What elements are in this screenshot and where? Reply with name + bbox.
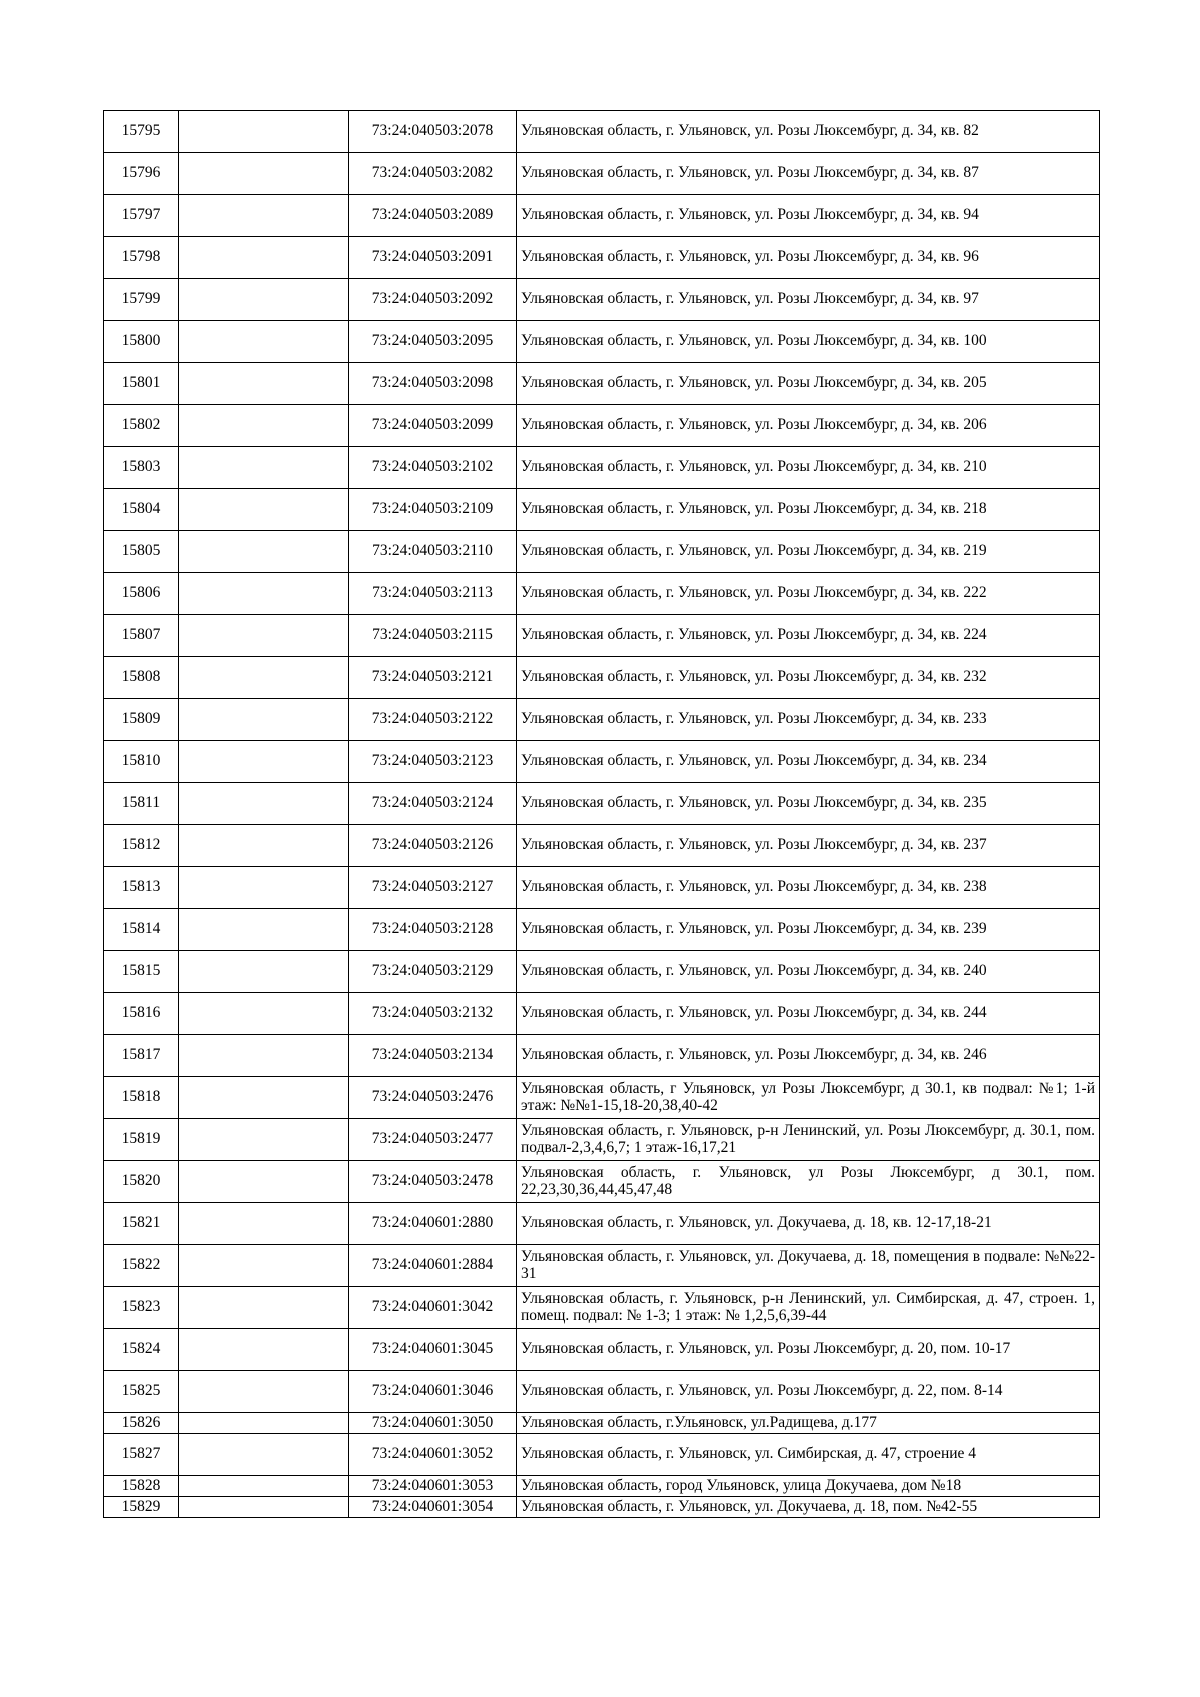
registry-body xyxy=(104,111,1100,1518)
address-cell: Ульяновская область, г. Ульяновск, ул. Розы Люксембург, д. 34, кв. 206 xyxy=(517,405,1100,447)
row-number-cell: 15827 xyxy=(104,1434,179,1476)
row-number-cell: 15813 xyxy=(104,867,179,909)
table-row xyxy=(104,447,1100,489)
table-row xyxy=(104,1245,1100,1287)
row-number-cell: 15796 xyxy=(104,153,179,195)
row-owner-cell xyxy=(179,321,349,363)
row-number-cell: 15808 xyxy=(104,657,179,699)
cadastral-number-cell: 73:24:040503:2078 xyxy=(349,111,517,153)
address-cell: Ульяновская область, г Ульяновск, ул Розы Люксембург, д 30.1, кв подвал: №1; 1-й этаж: №№1-15,18-20,38,40-42 xyxy=(517,1077,1100,1119)
row-number-cell: 15804 xyxy=(104,489,179,531)
cadastral-number-cell: 73:24:040503:2129 xyxy=(349,951,517,993)
address-cell: Ульяновская область, г.Ульяновск, ул.Радищева, д.177 xyxy=(517,1413,1100,1434)
row-owner-cell xyxy=(179,699,349,741)
row-number-cell: 15810 xyxy=(104,741,179,783)
cadastral-number-cell: 73:24:040503:2476 xyxy=(349,1077,517,1119)
cadastral-number-cell: 73:24:040503:2132 xyxy=(349,993,517,1035)
row-owner-cell xyxy=(179,1434,349,1476)
row-owner-cell xyxy=(179,195,349,237)
row-owner-cell xyxy=(179,447,349,489)
row-owner-cell xyxy=(179,951,349,993)
address-cell: Ульяновская область, г. Ульяновск, ул. Розы Люксембург, д. 34, кв. 97 xyxy=(517,279,1100,321)
row-owner-cell xyxy=(179,1413,349,1434)
table-row xyxy=(104,573,1100,615)
cadastral-number-cell: 73:24:040503:2128 xyxy=(349,909,517,951)
cadastral-number-cell: 73:24:040503:2109 xyxy=(349,489,517,531)
table-row xyxy=(104,867,1100,909)
row-owner-cell xyxy=(179,1497,349,1518)
address-cell: Ульяновская область, г. Ульяновск, ул. Розы Люксембург, д. 34, кв. 82 xyxy=(517,111,1100,153)
cadastral-number-cell: 73:24:040503:2122 xyxy=(349,699,517,741)
cadastral-number-cell: 73:24:040601:3042 xyxy=(349,1287,517,1329)
row-number-cell: 15824 xyxy=(104,1329,179,1371)
cadastral-number-cell: 73:24:040601:2884 xyxy=(349,1245,517,1287)
table-row xyxy=(104,195,1100,237)
row-number-cell: 15828 xyxy=(104,1476,179,1497)
address-cell: Ульяновская область, г. Ульяновск, ул. Розы Люксембург, д. 34, кв. 233 xyxy=(517,699,1100,741)
table-row xyxy=(104,489,1100,531)
address-cell: Ульяновская область, г. Ульяновск, ул. Розы Люксембург, д. 34, кв. 239 xyxy=(517,909,1100,951)
address-cell: Ульяновская область, г. Ульяновск, ул. Розы Люксембург, д. 34, кв. 222 xyxy=(517,573,1100,615)
row-owner-cell xyxy=(179,237,349,279)
cadastral-number-cell: 73:24:040503:2477 xyxy=(349,1119,517,1161)
row-number-cell: 15818 xyxy=(104,1077,179,1119)
cadastral-number-cell: 73:24:040601:3046 xyxy=(349,1371,517,1413)
row-number-cell: 15805 xyxy=(104,531,179,573)
cadastral-number-cell: 73:24:040503:2478 xyxy=(349,1161,517,1203)
row-number-cell: 15817 xyxy=(104,1035,179,1077)
row-owner-cell xyxy=(179,1035,349,1077)
address-cell: Ульяновская область, г. Ульяновск, ул. Розы Люксембург, д. 34, кв. 240 xyxy=(517,951,1100,993)
row-number-cell: 15823 xyxy=(104,1287,179,1329)
row-number-cell: 15825 xyxy=(104,1371,179,1413)
cadastral-number-cell: 73:24:040601:3050 xyxy=(349,1413,517,1434)
row-owner-cell xyxy=(179,1287,349,1329)
row-owner-cell xyxy=(179,867,349,909)
cadastral-number-cell: 73:24:040503:2089 xyxy=(349,195,517,237)
row-owner-cell xyxy=(179,573,349,615)
document-page xyxy=(103,110,1100,1518)
address-cell: Ульяновская область, г. Ульяновск, ул. Розы Люксембург, д. 34, кв. 210 xyxy=(517,447,1100,489)
cadastral-number-cell: 73:24:040503:2099 xyxy=(349,405,517,447)
row-owner-cell xyxy=(179,783,349,825)
row-number-cell: 15809 xyxy=(104,699,179,741)
row-owner-cell xyxy=(179,1119,349,1161)
table-row xyxy=(104,1329,1100,1371)
row-owner-cell xyxy=(179,279,349,321)
row-number-cell: 15829 xyxy=(104,1497,179,1518)
address-cell: Ульяновская область, г. Ульяновск, р-н Ленинский, ул. Розы Люксембург, д. 30.1, пом. подвал-2,3,4,6,7; 1 этаж-16,17,21 xyxy=(517,1119,1100,1161)
row-number-cell: 15820 xyxy=(104,1161,179,1203)
cadastral-number-cell: 73:24:040503:2126 xyxy=(349,825,517,867)
address-cell: Ульяновская область, г. Ульяновск, ул. Розы Люксембург, д. 20, пом. 10-17 xyxy=(517,1329,1100,1371)
row-owner-cell xyxy=(179,1245,349,1287)
cadastral-number-cell: 73:24:040503:2098 xyxy=(349,363,517,405)
address-cell: Ульяновская область, г. Ульяновск, ул. Розы Люксембург, д. 34, кв. 234 xyxy=(517,741,1100,783)
table-row xyxy=(104,1161,1100,1203)
cadastral-number-cell: 73:24:040601:3045 xyxy=(349,1329,517,1371)
table-row xyxy=(104,279,1100,321)
address-cell: Ульяновская область, г. Ульяновск, ул. Розы Люксембург, д. 34, кв. 94 xyxy=(517,195,1100,237)
row-number-cell: 15814 xyxy=(104,909,179,951)
row-number-cell: 15801 xyxy=(104,363,179,405)
address-cell: Ульяновская область, город Ульяновск, улица Докучаева, дом №18 xyxy=(517,1476,1100,1497)
row-number-cell: 15816 xyxy=(104,993,179,1035)
address-cell: Ульяновская область, г. Ульяновск, ул. Розы Люксембург, д. 34, кв. 100 xyxy=(517,321,1100,363)
cadastral-number-cell: 73:24:040601:3052 xyxy=(349,1434,517,1476)
table-row xyxy=(104,615,1100,657)
address-cell: Ульяновская область, г. Ульяновск, ул. Розы Люксембург, д. 34, кв. 224 xyxy=(517,615,1100,657)
cadastral-number-cell: 73:24:040503:2115 xyxy=(349,615,517,657)
row-number-cell: 15807 xyxy=(104,615,179,657)
address-cell: Ульяновская область, г. Ульяновск, ул. Розы Люксембург, д. 34, кв. 218 xyxy=(517,489,1100,531)
row-number-cell: 15798 xyxy=(104,237,179,279)
row-owner-cell xyxy=(179,531,349,573)
row-number-cell: 15803 xyxy=(104,447,179,489)
table-row xyxy=(104,531,1100,573)
table-row xyxy=(104,699,1100,741)
table-row xyxy=(104,1434,1100,1476)
cadastral-number-cell: 73:24:040503:2102 xyxy=(349,447,517,489)
row-number-cell: 15821 xyxy=(104,1203,179,1245)
cadastral-number-cell: 73:24:040503:2092 xyxy=(349,279,517,321)
row-owner-cell xyxy=(179,1476,349,1497)
table-row xyxy=(104,909,1100,951)
row-owner-cell xyxy=(179,363,349,405)
row-owner-cell xyxy=(179,1161,349,1203)
row-owner-cell xyxy=(179,111,349,153)
row-owner-cell xyxy=(179,909,349,951)
row-owner-cell xyxy=(179,993,349,1035)
address-cell: Ульяновская область, г. Ульяновск, ул. Розы Люксембург, д. 34, кв. 205 xyxy=(517,363,1100,405)
cadastral-number-cell: 73:24:040601:3053 xyxy=(349,1476,517,1497)
row-number-cell: 15802 xyxy=(104,405,179,447)
table-row xyxy=(104,1203,1100,1245)
table-row xyxy=(104,825,1100,867)
row-number-cell: 15797 xyxy=(104,195,179,237)
row-number-cell: 15812 xyxy=(104,825,179,867)
row-owner-cell xyxy=(179,153,349,195)
row-owner-cell xyxy=(179,1077,349,1119)
row-owner-cell xyxy=(179,405,349,447)
cadastral-number-cell: 73:24:040503:2091 xyxy=(349,237,517,279)
cadastral-number-cell: 73:24:040503:2113 xyxy=(349,573,517,615)
table-row xyxy=(104,153,1100,195)
cadastral-number-cell: 73:24:040601:2880 xyxy=(349,1203,517,1245)
table-row xyxy=(104,657,1100,699)
table-row xyxy=(104,321,1100,363)
row-number-cell: 15795 xyxy=(104,111,179,153)
table-row xyxy=(104,1371,1100,1413)
row-number-cell: 15822 xyxy=(104,1245,179,1287)
table-row xyxy=(104,111,1100,153)
row-number-cell: 15811 xyxy=(104,783,179,825)
address-cell: Ульяновская область, г. Ульяновск, р-н Ленинский, ул. Симбирская, д. 47, строен. 1, помещ. подвал: № 1-3; 1 этаж: № 1,2,5,6,39-44 xyxy=(517,1287,1100,1329)
cadastral-number-cell: 73:24:040503:2134 xyxy=(349,1035,517,1077)
row-owner-cell xyxy=(179,615,349,657)
table-row xyxy=(104,951,1100,993)
row-number-cell: 15826 xyxy=(104,1413,179,1434)
table-row xyxy=(104,1119,1100,1161)
cadastral-number-cell: 73:24:040503:2110 xyxy=(349,531,517,573)
cadastral-number-cell: 73:24:040503:2127 xyxy=(349,867,517,909)
cadastral-number-cell: 73:24:040601:3054 xyxy=(349,1497,517,1518)
address-cell: Ульяновская область, г. Ульяновск, ул. Докучаева, д. 18, кв. 12-17,18-21 xyxy=(517,1203,1100,1245)
cadastral-number-cell: 73:24:040503:2095 xyxy=(349,321,517,363)
row-owner-cell xyxy=(179,1329,349,1371)
row-number-cell: 15819 xyxy=(104,1119,179,1161)
address-cell: Ульяновская область, г. Ульяновск, ул Розы Люксембург, д 30.1, пом. 22,23,30,36,44,45,47,48 xyxy=(517,1161,1100,1203)
row-owner-cell xyxy=(179,657,349,699)
row-number-cell: 15800 xyxy=(104,321,179,363)
row-number-cell: 15815 xyxy=(104,951,179,993)
address-cell: Ульяновская область, г. Ульяновск, ул. Розы Люксембург, д. 34, кв. 246 xyxy=(517,1035,1100,1077)
row-number-cell: 15806 xyxy=(104,573,179,615)
registry-table xyxy=(103,110,1100,1518)
table-row xyxy=(104,363,1100,405)
address-cell: Ульяновская область, г. Ульяновск, ул. Розы Люксембург, д. 34, кв. 219 xyxy=(517,531,1100,573)
table-row xyxy=(104,1287,1100,1329)
address-cell: Ульяновская область, г. Ульяновск, ул. Розы Люксембург, д. 34, кв. 244 xyxy=(517,993,1100,1035)
address-cell: Ульяновская область, г. Ульяновск, ул. Докучаева, д. 18, помещения в подвале: №№22-31 xyxy=(517,1245,1100,1287)
table-row xyxy=(104,741,1100,783)
cadastral-number-cell: 73:24:040503:2121 xyxy=(349,657,517,699)
row-owner-cell xyxy=(179,1203,349,1245)
row-owner-cell xyxy=(179,741,349,783)
table-row xyxy=(104,783,1100,825)
row-owner-cell xyxy=(179,825,349,867)
address-cell: Ульяновская область, г. Ульяновск, ул. Розы Люксембург, д. 34, кв. 232 xyxy=(517,657,1100,699)
table-row xyxy=(104,1413,1100,1434)
address-cell: Ульяновская область, г. Ульяновск, ул. Розы Люксембург, д. 34, кв. 87 xyxy=(517,153,1100,195)
cadastral-number-cell: 73:24:040503:2124 xyxy=(349,783,517,825)
table-row xyxy=(104,1476,1100,1497)
table-row xyxy=(104,1497,1100,1518)
cadastral-number-cell: 73:24:040503:2123 xyxy=(349,741,517,783)
address-cell: Ульяновская область, г. Ульяновск, ул. Розы Люксембург, д. 34, кв. 96 xyxy=(517,237,1100,279)
row-owner-cell xyxy=(179,489,349,531)
address-cell: Ульяновская область, г. Ульяновск, ул. Симбирская, д. 47, строение 4 xyxy=(517,1434,1100,1476)
table-row xyxy=(104,1077,1100,1119)
row-number-cell: 15799 xyxy=(104,279,179,321)
address-cell: Ульяновская область, г. Ульяновск, ул. Розы Люксембург, д. 22, пом. 8-14 xyxy=(517,1371,1100,1413)
table-row xyxy=(104,237,1100,279)
address-cell: Ульяновская область, г. Ульяновск, ул. Докучаева, д. 18, пом. №42-55 xyxy=(517,1497,1100,1518)
cadastral-number-cell: 73:24:040503:2082 xyxy=(349,153,517,195)
address-cell: Ульяновская область, г. Ульяновск, ул. Розы Люксембург, д. 34, кв. 237 xyxy=(517,825,1100,867)
row-owner-cell xyxy=(179,1371,349,1413)
table-row xyxy=(104,993,1100,1035)
address-cell: Ульяновская область, г. Ульяновск, ул. Розы Люксембург, д. 34, кв. 238 xyxy=(517,867,1100,909)
table-row xyxy=(104,1035,1100,1077)
table-row xyxy=(104,405,1100,447)
address-cell: Ульяновская область, г. Ульяновск, ул. Розы Люксембург, д. 34, кв. 235 xyxy=(517,783,1100,825)
